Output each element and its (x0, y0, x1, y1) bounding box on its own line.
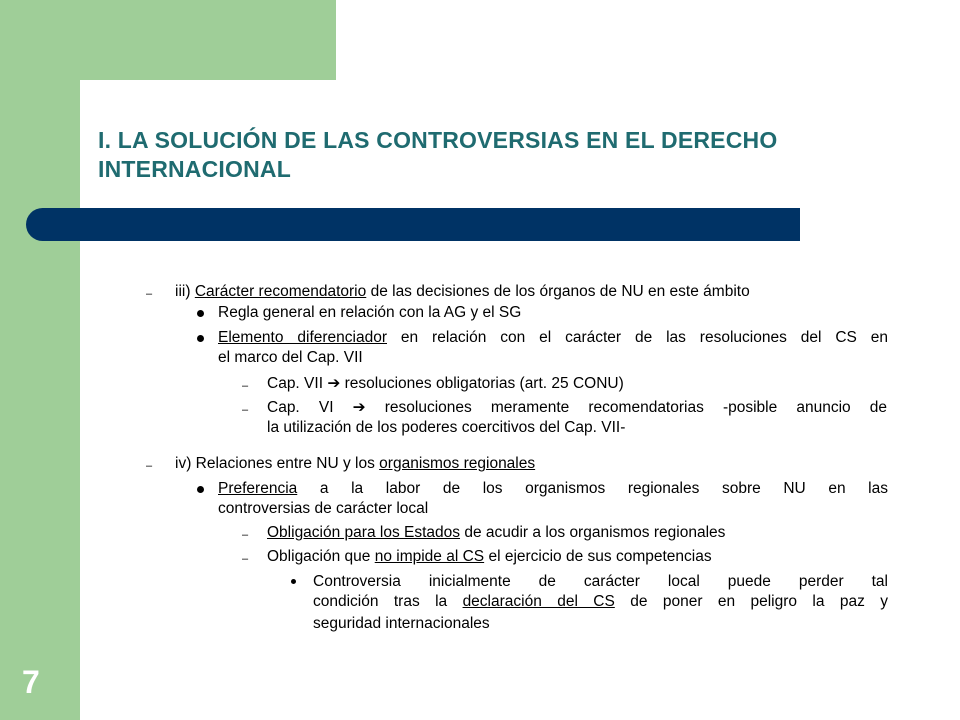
cap-vi-cont: la utilización de los poderes coercitivos del Cap. VII- (267, 419, 626, 436)
dash-bullet: – (242, 529, 249, 541)
preferencia-cont: controversias de carácter local (218, 500, 429, 517)
dash-bullet: – (242, 380, 249, 392)
cap-vi: Cap. VI ➔ resoluciones meramente recomendatorias -posible anuncio de (267, 399, 887, 416)
round-bullet (197, 486, 204, 493)
dash-bullet: – (242, 404, 249, 416)
round-bullet (197, 335, 204, 342)
obligacion-cs: Obligación que no impide al CS el ejercicio de sus competencias (267, 548, 712, 565)
elemento-diferenciador: Elemento diferenciador en relación con el carácter de las resoluciones del CS en (218, 329, 888, 346)
slide-title-line1: I. LA SOLUCIÓN DE LAS CONTROVERSIAS EN EL DERECHO (98, 127, 778, 153)
arrow-right-icon: ➔ (352, 399, 366, 416)
dash-bullet: – (146, 288, 153, 300)
slide-title (98, 126, 898, 184)
green-top-block (0, 0, 336, 80)
preferencia: Preferencia a la labor de los organismos regionales sobre NU en las (218, 480, 888, 497)
regla-general: Regla general en relación con la AG y el SG (218, 304, 522, 321)
controversia-local: Controversia inicialmente de carácter local puede perder tal (313, 573, 888, 590)
item-iii: iii) Carácter recomendatorio de las decisiones de los órganos de NU en este ámbito (175, 283, 750, 300)
small-round-bullet (291, 579, 296, 584)
dash-bullet: – (146, 460, 153, 472)
slide-number: 7 (22, 664, 40, 700)
controversia-local-cont2: seguridad internacionales (313, 615, 490, 632)
title-divider-bar (26, 208, 800, 241)
green-sidebar (0, 0, 80, 720)
controversia-local-cont: condición tras la declaración del CS de poner en peligro la paz y (313, 593, 888, 610)
arrow-right-icon: ➔ (327, 375, 341, 392)
dash-bullet: – (242, 553, 249, 565)
elemento-diferenciador-cont: el marco del Cap. VII (218, 349, 363, 366)
item-iv: iv) Relaciones entre NU y los organismos regionales (175, 455, 536, 472)
obligacion-estados: Obligación para los Estados de acudir a los organismos regionales (267, 524, 726, 541)
slide-title-line2: INTERNACIONAL (98, 156, 291, 182)
cap-vii: Cap. VII ➔ resoluciones obligatorias (art. 25 CONU) (267, 375, 624, 392)
round-bullet (197, 310, 204, 317)
